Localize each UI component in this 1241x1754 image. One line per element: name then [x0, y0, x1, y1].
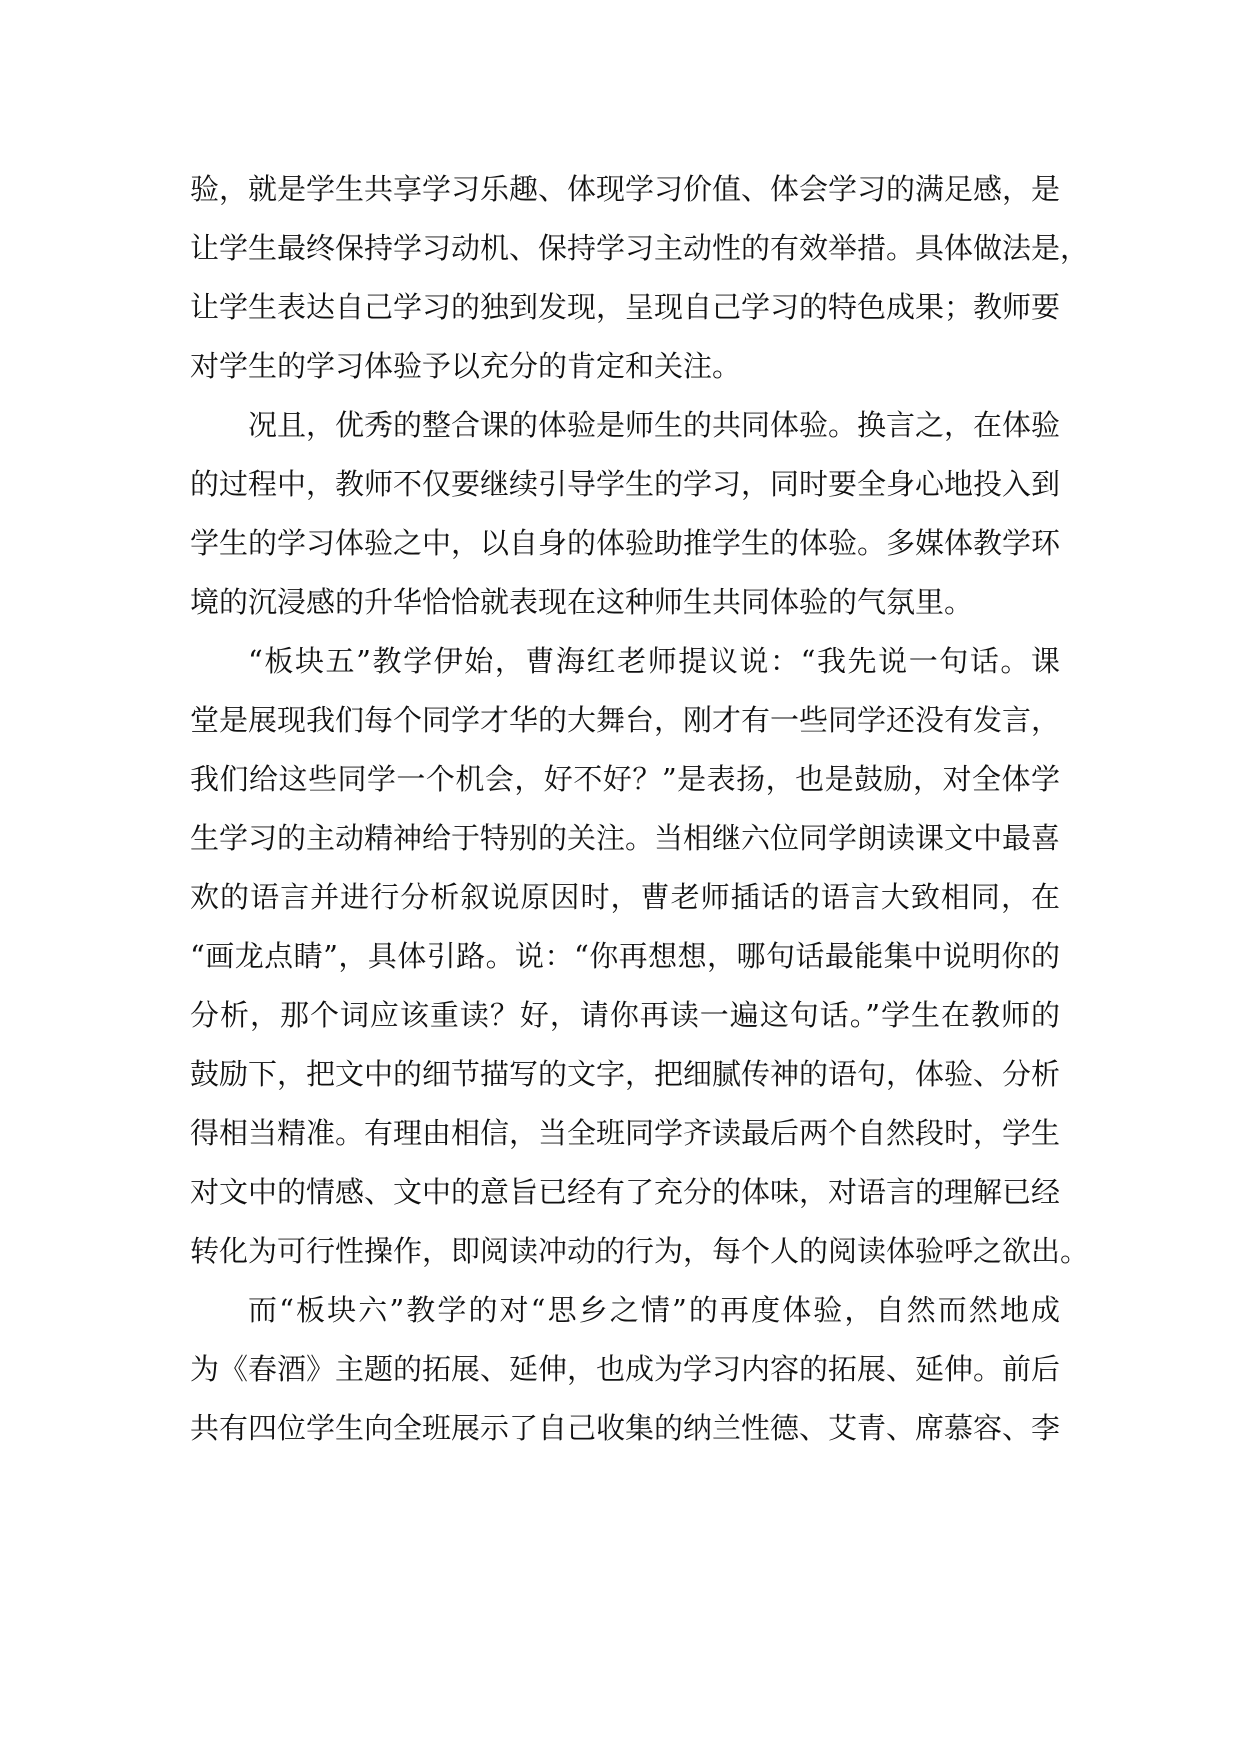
text-line: 验，就是学生共享学习乐趣、体现学习价值、体会学习的满足感，是 [190, 172, 1061, 206]
text-line: 让学生最终保持学习动机、保持学习主动性的有效举措。具体做法是， [190, 231, 1090, 265]
text-line: 让学生表达自己学习的独到发现，呈现自己学习的特色成果；教师要 [190, 290, 1061, 324]
text-line: “画龙点睛”，具体引路。说：“你再想想，哪句话最能集中说明你的 [190, 939, 1060, 973]
text-line: 的过程中，教师不仅要继续引导学生的学习，同时要全身心地投入到 [190, 467, 1061, 501]
text-line: 境的沉浸感的升华恰恰就表现在这种师生共同体验的气氛里。 [190, 585, 974, 619]
text-line: 欢的语言并进行分析叙说原因时，曹老师插话的语言大致相同，在 [190, 880, 1060, 914]
text-line: 堂是展现我们每个同学才华的大舞台，刚才有一些同学还没有发言， [190, 703, 1061, 737]
text-line: 共有四位学生向全班展示了自己收集的纳兰性德、艾青、席慕容、李 [190, 1411, 1061, 1445]
text-line: 对文中的情感、文中的意旨已经有了充分的体味，对语言的理解已经 [190, 1175, 1061, 1209]
paragraph-first-line: 况且，优秀的整合课的体验是师生的共同体验。换言之，在体验 [248, 408, 1061, 442]
text-line: 学生的学习体验之中，以自身的体验助推学生的体验。多媒体教学环 [190, 526, 1061, 560]
text-line: 分析，那个词应该重读？好，请你再读一遍这句话。”学生在教师的 [190, 998, 1060, 1032]
text-line: 鼓励下，把文中的细节描写的文字，把细腻传神的语句，体验、分析 [190, 1057, 1061, 1091]
text-line: 转化为可行性操作，即阅读冲动的行为，每个人的阅读体验呼之欲出。 [190, 1234, 1090, 1268]
text-line: 对学生的学习体验予以充分的肯定和关注。 [190, 349, 742, 383]
paragraph-first-line: “板块五”教学伊始，曹海红老师提议说：“我先说一句话。课 [248, 644, 1060, 678]
text-line: 我们给这些同学一个机会，好不好？”是表扬，也是鼓励，对全体学 [190, 762, 1060, 796]
text-line: 得相当精准。有理由相信，当全班同学齐读最后两个自然段时，学生 [190, 1116, 1061, 1150]
paragraph-first-line: 而“板块六”教学的对“思乡之情”的再度体验，自然而然地成 [248, 1293, 1060, 1327]
text-line: 为《春酒》主题的拓展、延伸，也成为学习内容的拓展、延伸。前后 [190, 1352, 1061, 1386]
text-line: 生学习的主动精神给于特别的关注。当相继六位同学朗读课文中最喜 [190, 821, 1061, 855]
